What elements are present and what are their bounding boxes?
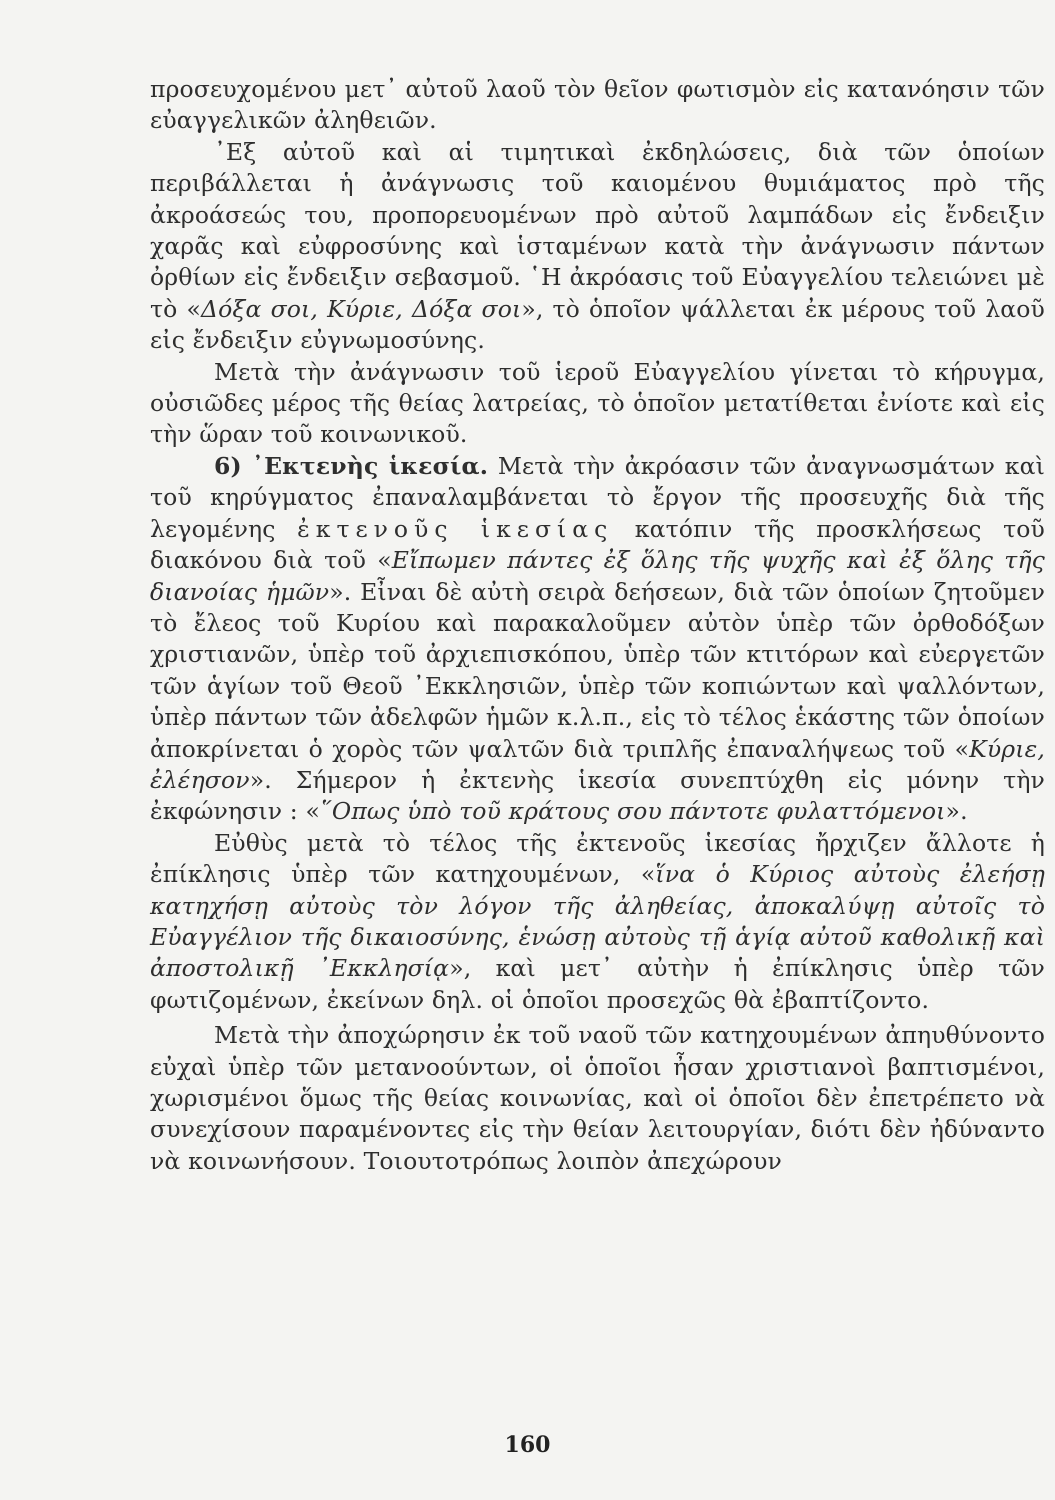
paragraph-6: Μετὰ τὴν ἀποχώρησιν ἐκ τοῦ ναοῦ τῶν κατηχουμένων ἀπηυθύνοντο εὐχαὶ ὑπὲρ τῶν μετανοούντων, οἱ ὁποῖοι ἦσαν χριστιανοὶ βαπτισμένοι, χωρισμένοι ὅμως τῆς θείας κοινωνίας, καὶ οἱ ὁποῖοι δὲν ἐπετρέπετο νὰ συνεχίσουν παραμένοντες εἰς τὴν θείαν λειτουργίαν, διότι δὲν ἠδύναντο νὰ κοινωνήσουν. Τοιουτοτρόπως λοιπὸν ἀπεχώρουν [150, 1021, 1045, 1175]
body-text [150, 74, 1045, 1177]
page-number: 160 [504, 1432, 551, 1458]
quote-kyrie: Κύριε, ἐλέησον [150, 734, 1045, 794]
paragraph-2: ᾽Εξ αὐτοῦ καὶ αἱ τιμητικαὶ ἐκδηλώσεις, διὰ τῶν ὁποίων περιβάλλεται ἡ ἀνάγνωσις τοῦ καιομένου θυμιάματος πρὸ τῆς ἀκροάσεώς του, προπορευομένων πρὸ αὐτοῦ λαμπάδων εἰς ἔνδειξιν χαρᾶς καὶ εὐφροσύνης καὶ ἱσταμένων κατὰ τὴν ἀνάγνωσιν πάντων ὀρθίων εἰς ἔνδειξιν σεβασμοῦ. ῾Η ἀκρόασις τοῦ Εὐαγγελίου τελειώνει μὲ τὸ «Δόξα σοι, Κύριε, Δόξα σοι», τὸ ὁποῖον ψάλλεται ἐκ μέρους τοῦ λαοῦ εἰς ἔνδειξιν εὐγνωμοσύνης. [150, 137, 1045, 355]
paragraph-1: προσευχομένου μετ᾽ αὐτοῦ λαοῦ τὸν θεῖον φωτισμὸν εἰς κατανόησιν τῶν εὐαγγελικῶν ἀληθειῶν. [150, 75, 1045, 135]
quote-doxa: Δόξα σοι, Κύριε, Δόξα σοι [201, 294, 522, 323]
paragraph-4: 6) ᾽Εκτενὴς ἱκεσία. Μετὰ τὴν ἀκρόασιν τῶν ἀναγνωσμάτων καὶ τοῦ κηρύγματος ἐπαναλαμβάνεται τὸ ἔργον τῆς προσευχῆς διὰ τῆς λεγομένης ἐκτενοῦς ἱκεσίας κατόπιν τῆς προσκλήσεως τοῦ διακόνου διὰ τοῦ «Εἴπωμεν πάντες ἐξ ὅλης τῆς ψυχῆς καὶ ἐξ ὅλης τῆς διανοίας ἡμῶν». Εἶναι δὲ αὐτὴ σειρὰ δεήσεων, διὰ τῶν ὁποίων ζητοῦμεν τὸ ἔλεος τοῦ Κυρίου καὶ παρακαλοῦμεν αὐτὸν ὑπὲρ τῶν ὀρθοδόξων χριστιανῶν, ὑπὲρ τοῦ ἀρχιεπισκόπου, ὑπὲρ τῶν κτιτόρων καὶ εὐεργετῶν τῶν ἁγίων τοῦ Θεοῦ ᾽Εκκλησιῶν, ὑπὲρ τῶν κοπιώντων καὶ ψαλλόντων, ὑπὲρ πάντων τῶν ἀδελφῶν ἡμῶν κ.λ.π., εἰς τὸ τέλος ἑκάστης τῶν ὁποίων ἀποκρίνεται ὁ χορὸς τῶν ψαλτῶν διὰ τριπλῆς ἐπαναλήψεως τοῦ «Κύριε, ἐλέησον». Σήμερον ἡ ἐκτενὴς ἱκεσία συνεπτύχθη εἰς μόνην τὴν ἐκφώνησιν : «῞Οπως ὑπὸ τοῦ κράτους σου πάντοτε φυλαττόμενοι». [150, 451, 1045, 826]
paragraph-3: Μετὰ τὴν ἀνάγνωσιν τοῦ ἱεροῦ Εὐαγγελίου γίνεται τὸ κήρυγμα, οὐσιῶδες μέρος τῆς θείας λατρείας, τὸ ὁποῖον μετατίθεται ἐνίοτε καὶ εἰς τὴν ὥραν τοῦ κοινωνικοῦ. [150, 357, 1045, 449]
quote-katechoumenon: ἵνα ὁ Κύριος αὐτοὺς ἐλεήσῃ κατηχήσῃ αὐτοὺς τὸν λόγον τῆς ἀληθείας, ἀποκαλύψῃ αὐτοῖς τὸ Εὐαγγέλιον τῆς δικαιοσύνης, ἑνώσῃ αὐτοὺς τῇ ἁγίᾳ αὐτοῦ καθολικῇ καὶ ἀποστολικῇ ᾽Εκκλησίᾳ [150, 860, 1045, 983]
spaced-term: ἐκτενοῦς ἱκεσίας [297, 514, 614, 543]
paragraph-5: Εὐθὺς μετὰ τὸ τέλος τῆς ἐκτενοῦς ἱκεσίας ἤρχιζεν ἄλλοτε ἡ ἐπίκλησις ὑπὲρ τῶν κατηχουμένων, «ἵνα ὁ Κύριος αὐτοὺς ἐλεήσῃ κατηχήσῃ αὐτοὺς τὸν λόγον τῆς ἀληθείας, ἀποκαλύψῃ αὐτοῖς τὸ Εὐαγγέλιον τῆς δικαιοσύνης, ἑνώσῃ αὐτοὺς τῇ ἁγίᾳ αὐτοῦ καθολικῇ καὶ ἀποστολικῇ ᾽Εκκλησίᾳ», καὶ μετ᾽ αὐτὴν ἡ ἐπίκλησις ὑπὲρ τῶν φωτιζομένων, ἐκείνων δηλ. οἱ ὁποῖοι προσεχῶς θὰ ἐβαπτίζοντο. [150, 828, 1045, 1014]
quote-opos: ῞Οπως ὑπὸ τοῦ κράτους σου πάντοτε φυλαττόμενοι [320, 797, 946, 826]
section-heading: 6) ᾽Εκτενὴς ἱκεσία. [214, 451, 489, 480]
quote-eipomen: Εἴπωμεν πάντες ἐξ ὅλης τῆς ψυχῆς καὶ ἐξ ὅλης τῆς διανοίας ἡμῶν [150, 546, 1045, 606]
